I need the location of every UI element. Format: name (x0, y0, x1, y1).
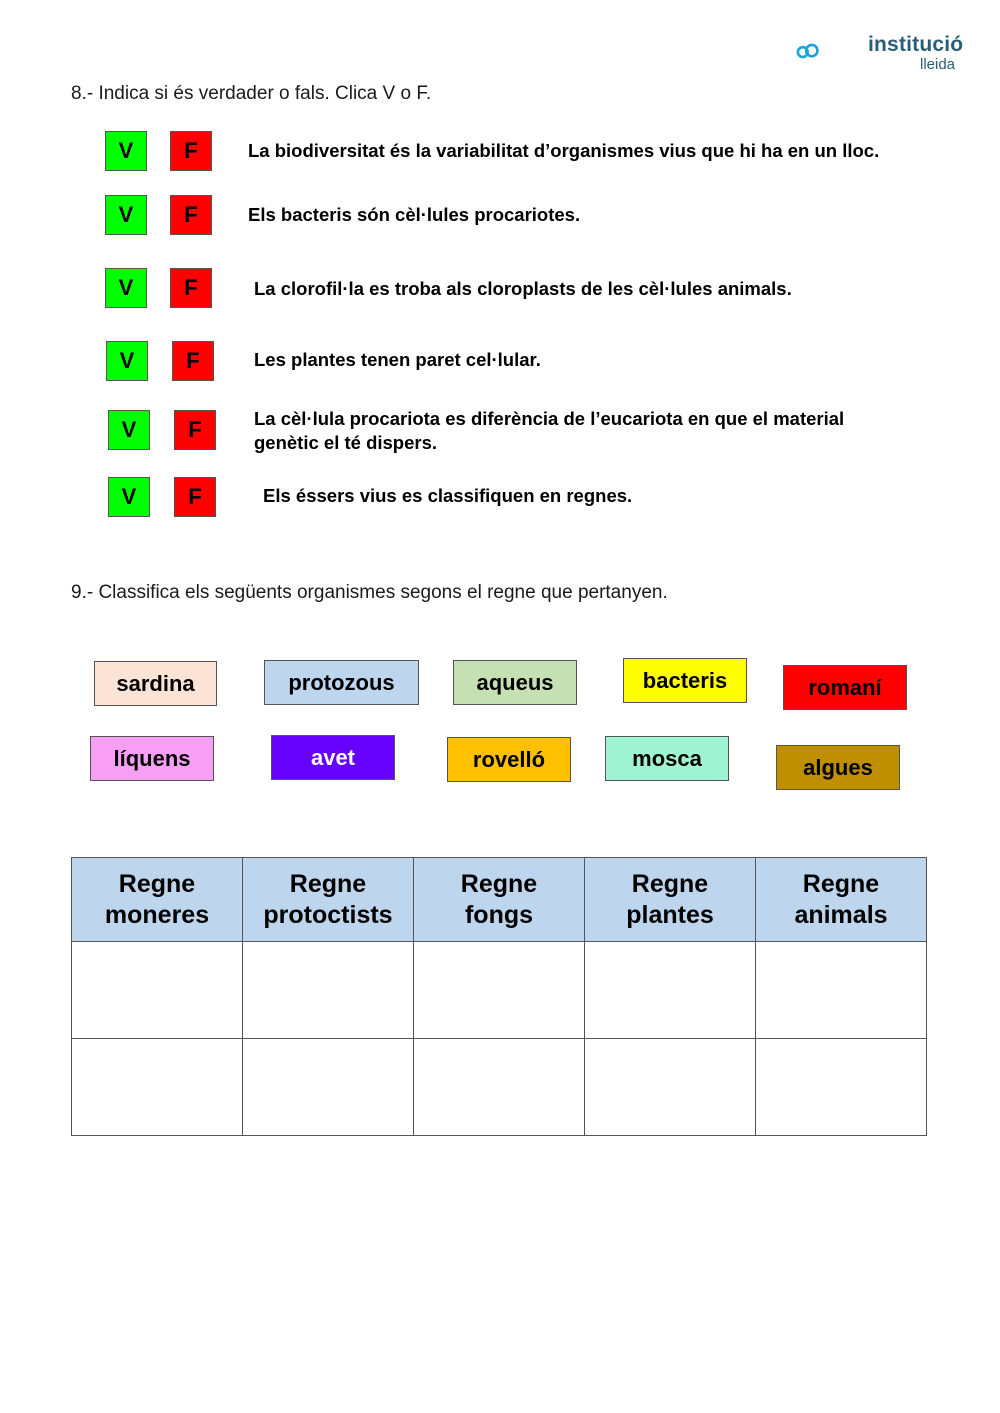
organism-chip-rovello[interactable] (447, 737, 571, 782)
false-button-5[interactable] (174, 410, 216, 450)
false-button-1[interactable] (170, 131, 212, 171)
header-line-2: fongs (464, 900, 534, 929)
false-button-4[interactable] (172, 341, 214, 381)
header-line-2: animals (794, 900, 888, 929)
false-button-3[interactable] (170, 268, 212, 308)
header-line-1: Regne (631, 869, 709, 898)
question-9-prompt: 9.- Classifica els següents organismes segons el regne que pertanyen. (71, 582, 668, 603)
true-label: V (118, 202, 134, 227)
statement-1: La biodiversitat és la variabilitat d’organismes vius que hi ha en un lloc. (248, 140, 880, 161)
header-fongs (414, 858, 585, 942)
organism-chip-aqueus[interactable] (453, 660, 577, 705)
false-label: F (188, 417, 202, 442)
header-line-2: protoctists (263, 900, 393, 929)
chip-label: aqueus (476, 669, 554, 695)
organism-chip-mosca[interactable] (605, 736, 729, 781)
organism-chip-romani[interactable] (783, 665, 907, 710)
false-button-2[interactable] (170, 195, 212, 235)
true-button-3[interactable] (105, 268, 147, 308)
chip-label: bacteris (642, 667, 728, 693)
drop-cell-animals[interactable] (756, 1039, 927, 1136)
false-label: F (184, 202, 198, 227)
true-label: V (118, 275, 134, 300)
chip-label: algues (803, 754, 873, 780)
organism-chip-sardina[interactable] (94, 661, 217, 706)
true-button-5[interactable] (108, 410, 150, 450)
institucio-logo-icon (796, 28, 860, 74)
header-moneres (72, 858, 243, 942)
true-label: V (118, 138, 134, 163)
chip-label: protozous (288, 669, 395, 695)
chip-label: romaní (808, 674, 882, 700)
statement-4: Les plantes tenen paret cel·lular. (254, 349, 541, 370)
logo-city: lleida (920, 56, 956, 73)
drop-cell-fongs[interactable] (414, 942, 585, 1039)
true-label: V (121, 417, 137, 442)
drop-cell-moneres[interactable] (72, 942, 243, 1039)
header-protoctists (243, 858, 414, 942)
question-8-prompt: 8.- Indica si és verdader o fals. Clica V o F. (71, 83, 432, 104)
header-line-1: Regne (289, 869, 367, 898)
header-animals (756, 858, 927, 942)
true-button-6[interactable] (108, 477, 150, 517)
true-label: V (121, 484, 137, 509)
logo-name: institució (868, 33, 964, 56)
true-button-4[interactable] (106, 341, 148, 381)
drop-cell-plantes[interactable] (585, 1039, 756, 1136)
header-line-2: plantes (626, 900, 714, 929)
false-button-6[interactable] (174, 477, 216, 517)
true-button-2[interactable] (105, 195, 147, 235)
header-line-1: Regne (802, 869, 880, 898)
organism-chip-bacteris[interactable] (623, 658, 747, 703)
kingdom-table (71, 857, 927, 1136)
statement-6: Els éssers vius es classifiquen en regnes. (263, 485, 633, 506)
false-label: F (184, 138, 198, 163)
false-label: F (184, 275, 198, 300)
header-plantes (585, 858, 756, 942)
chip-label: sardina (116, 670, 195, 696)
statement-3: La clorofil·la es troba als cloroplasts de les cèl·lules animals. (254, 278, 792, 299)
drop-cell-protoctists[interactable] (243, 1039, 414, 1136)
drop-cell-plantes[interactable] (585, 942, 756, 1039)
chip-label: avet (310, 744, 356, 770)
drop-row-1 (72, 942, 927, 1039)
chip-label: rovelló (472, 746, 546, 772)
header-line-2: moneres (104, 900, 210, 929)
kingdom-header-row (72, 858, 927, 942)
false-label: F (186, 348, 200, 373)
true-button-1[interactable] (105, 131, 147, 171)
organism-chip-avet[interactable] (271, 735, 395, 780)
organism-chip-liquens[interactable] (90, 736, 214, 781)
true-label: V (119, 348, 135, 373)
statement-2: Els bacteris són cèl·lules procariotes. (248, 204, 581, 225)
drop-cell-protoctists[interactable] (243, 942, 414, 1039)
drop-cell-animals[interactable] (756, 942, 927, 1039)
header-line-1: Regne (118, 869, 196, 898)
statement-5: La cèl·lula procariota es diferència de l’eucariota en que el material genètic el té dispers. (254, 408, 845, 453)
drop-row-2 (72, 1039, 927, 1136)
header-line-1: Regne (460, 869, 538, 898)
chip-label: líquens (113, 745, 191, 771)
drop-cell-moneres[interactable] (72, 1039, 243, 1136)
organism-chip-protozous[interactable] (264, 660, 419, 705)
drop-cell-fongs[interactable] (414, 1039, 585, 1136)
organism-chip-algues[interactable] (776, 745, 900, 790)
chip-label: mosca (632, 745, 702, 771)
false-label: F (188, 484, 202, 509)
